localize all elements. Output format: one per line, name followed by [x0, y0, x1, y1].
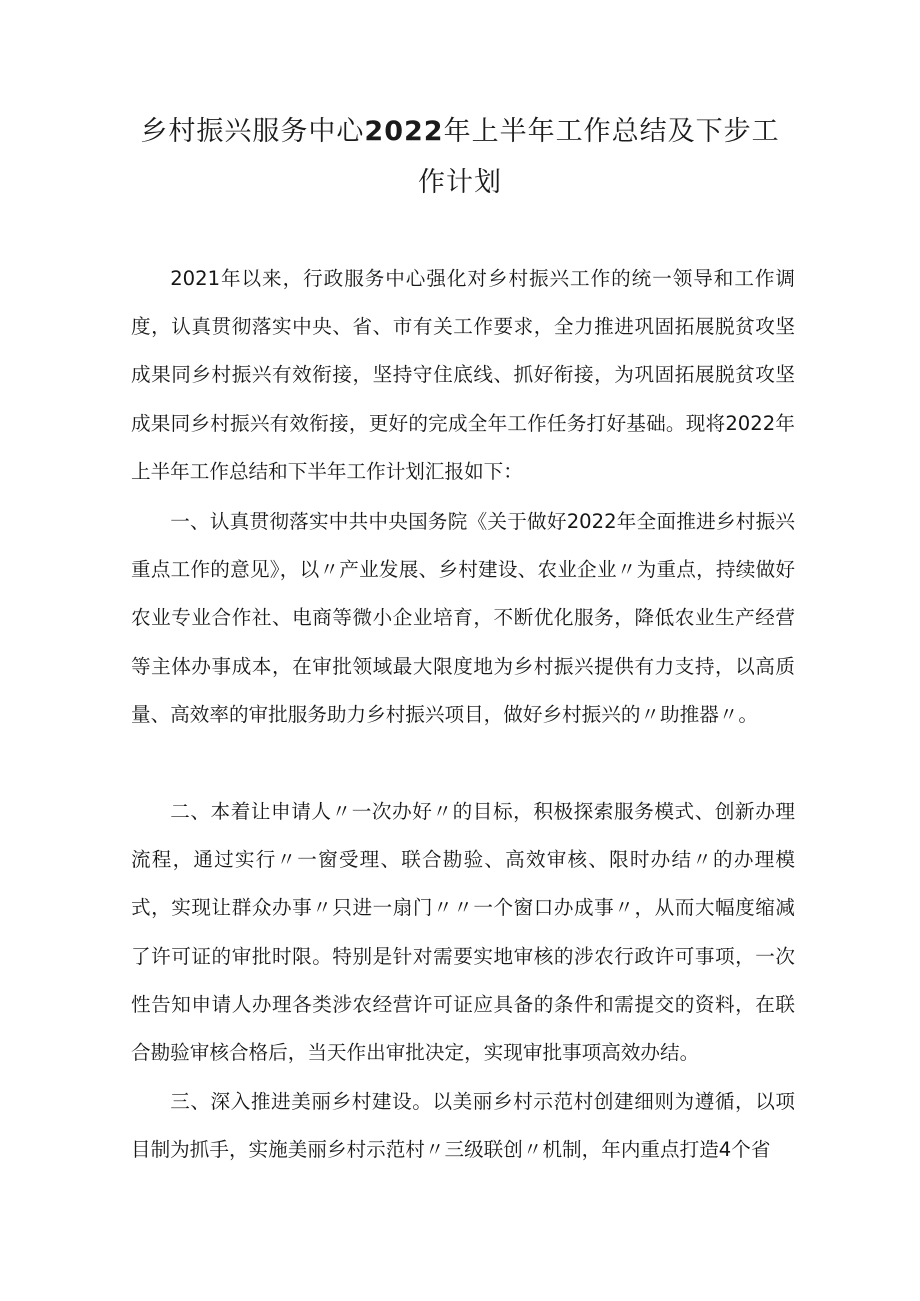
document-title-line-1 [120, 105, 800, 159]
paragraph-section-3: 三、深入推进美丽乡村建设。以美丽乡村示范村创建细则为遵循，以项目制为抓手，实施美丽乡村示范村〃三级联创〃机制，年内重点打造4个省 [131, 1090, 795, 1162]
title-year: 2022 [364, 116, 444, 147]
paragraph-intro: 2021年以来，行政服务中心强化对乡村振兴工作的统一领导和工作调度，认真贯彻落实中央、省、市有关工作要求，全力推进巩固拓展脱贫攻坚成果同乡村振兴有效衔接，坚持守住底线、抓好衔接，为巩固拓展脱贫攻坚成果同乡村振兴有效衔接，更好的完成全年工作任务打好基础。现将2022年上半年工作总结和下半年工作计划汇报如下： [131, 267, 795, 483]
paragraph-section-2: 二、本着让申请人〃一次办好〃的目标，积极探索服务模式、创新办理流程，通过实行〃一窗受理、联合勘验、高效审核、限时办结〃的办理模式，实现让群众办事〃只进一扇门〃〃一个窗口办成事〃，从而大幅度缩减了许可证的审批时限。特别是针对需要实地审核的涉农行政许可事项，一次性告知申请人办理各类涉农经营许可证应具备的条件和需提交的资料，在联合勘验审核合格后，当天作出审批决定，实现审批事项高效办结。 [131, 800, 795, 1065]
title-text-a: 乡村振兴服务中心 [140, 116, 365, 147]
document-title-line-2: 作计划 [418, 167, 502, 198]
title-text-b: 年上半年工作总结及下步工 [443, 116, 780, 147]
paragraph-section-1: 一、认真贯彻落实中共中央国务院《关于做好2022年全面推进乡村振兴重点工作的意见》，以〃产业发展、乡村建设、农业企业〃为重点，持续做好农业专业合作社、电商等微小企业培育，不断优化服务，降低农业生产经营等主体办事成本，在审批领域最大限度地为乡村振兴提供有力支持，以高质量、高效率的审批服务助力乡村振兴项目，做好乡村振兴的〃助推器〃。 [131, 510, 795, 726]
